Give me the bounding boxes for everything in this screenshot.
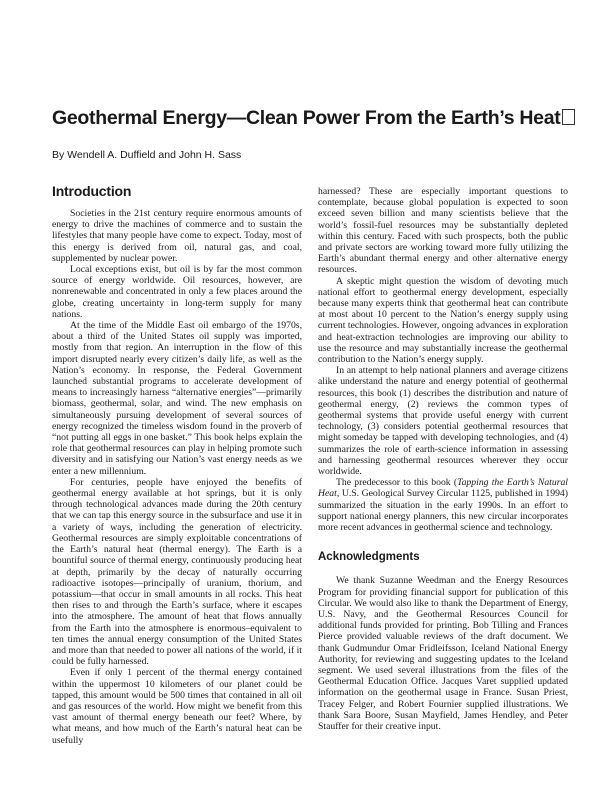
author-line: By Wendell A. Duffield and John H. Sass [52, 149, 242, 161]
intro-paragraph-9 [318, 477, 568, 533]
intro-paragraph-5: Even if only 1 percent of the thermal energy contained within the uppermost 10 kilometers of our planet could be tapped, this amount would be 500 times that contained in all oil and gas resources of the world. How might we benefit from this vast amount of thermal energy beneath our feet? Where, by what means, and how much of the Earth’s natural heat can be usefully [52, 667, 302, 746]
document-title [52, 106, 572, 130]
intro-paragraph-8: In an attempt to help national planners and average citizens alike understand the nature and energy potential of geothermal resources, this book (1) describes the distribution and nature of geothermal energy, (2) reviews the common types of geothermal systems that provide useful energy with current technology, (3) considers potential geothermal resources that might someday be tapped with developing technologies, and (4) summarizes the role of earth-science information in assessing and harnessing geothermal resources wherever they occur worldwide. [318, 365, 568, 478]
book-title-reference: Tapping the Earth’s Natural Heat [318, 477, 568, 500]
p9-text-a: The predecessor to this book ( [336, 477, 458, 489]
left-column [52, 182, 302, 746]
intro-paragraph-7: A skeptic might question the wisdom of devoting much national effort to geothermal energy development, especially because many experts think that geothermal heat can contribute at most about 10 percent to the Nation’s energy supply using current technologies. However, ongoing advances in exploration and heat-extraction technologies are improving our ability to use the resource and may substantially increase the geothermal contribution to the Nation’s energy supply. [318, 275, 568, 366]
intro-paragraph-1: Societies in the 21st century require enormous amounts of energy to drive the machines of commerce and to sustain the lifestyles that many people have come to expect. Today, most of this energy is derived from oil, natural gas, and coal, supplemented by nuclear power. [52, 208, 302, 264]
intro-paragraph-3: At the time of the Middle East oil embargo of the 1970s, about a third of the United States oil supply was imported, mostly from that region. An interruption in the flow of this import disrupted nearly every citizen’s daily life, as well as the Nation’s economy. In response, the Federal Government launched substantial programs to accelerate development of means to increasingly harness “alternative energies”—primarily biomass, geothermal, solar, and wind. The new emphasis on simultaneously pursuing development of several sources of energy recognized the timeless wisdom found in the proverb of “not putting all eggs in one basket.” This book helps explain the role that geothermal resources can play in helping promote such diversity and in satisfying our Nation’s vast energy needs as we enter a new millennium. [52, 320, 302, 477]
introduction-heading: Introduction [52, 183, 132, 199]
p9-text-b: , U.S. Geological Survey Circular 1125, published in 1994) summarized the situation in the early 1990s. In an effort to support national energy planners, this new circular incorporates more recent advances in geothermal science and technology. [318, 488, 568, 534]
missing-glyph-box [562, 109, 575, 125]
intro-paragraph-6: harnessed? These are especially important questions to contemplate, because global population is expected to soon exceed seven billion and many scientists believe that the world’s fossil-fuel resources may be substantially depleted within this century. Faced with such prospects, both the public and private sectors are working toward more fully utilizing the Earth’s abundant thermal energy and other alternative energy resources. [318, 186, 568, 276]
intro-paragraph-4: For centuries, people have enjoyed the benefits of geothermal energy available at hot springs, but it is only through technological advances made during the 20th century that we can tap this energy source in the subsurface and use it in a variety of ways, including the generation of electricity. Geothermal resources are simply exploitable concentrations of the Earth’s natural heat (thermal energy). The Earth is a bountiful source of thermal energy, continuously producing heat at depth, primarily by the decay of naturally occurring radioactive isotopes—principally of uranium, thorium, and potassium—that occur in small amounts in all rocks. This heat then rises to and through the Earth’s surface, where it escapes into the atmosphere. The amount of heat that flows annually from the Earth into the atmosphere is enormous–equivalent to ten times the annual energy consumption of the United States and more than that needed to power all nations of the world, if it could be fully harnessed. [52, 476, 302, 668]
intro-paragraph-2: Local exceptions exist, but oil is by far the most common source of energy worldwide. Oil resources, however, are nonrenewable and concentrated in only a few places around the globe, creating uncertainty in long-term supply for many nations. [52, 264, 302, 320]
right-column [318, 186, 568, 732]
title-text: Geothermal Energy—Clean Power From the Earth’s Heat [52, 107, 561, 129]
acknowledgments-paragraph: We thank Suzanne Weedman and the Energy Resources Program for providing financial support for publication of this Circular. We would also like to thank the Department of Energy, U.S. Navy, and the Geothermal Resources Council for additional funds provided for printing. Bob Tilling and Frances Pierce provided valuable reviews of the draft document. We thank Gudmundur Omar Fridleifsson, Iceland National Energy Authority, for reviewing and suggesting updates to the Iceland segment. We used several illustrations from the files of the Geothermal Education Office. Jacques Varet supplied updated information on the geothermal usage in France. Susan Priest, Tracey Felger, and Robert Fournier supplied illustrations. We thank Sara Boore, Susan Mayfield, James Hendley, and Peter Stauffer for their creative input. [318, 575, 568, 732]
acknowledgments-heading: Acknowledgments [318, 551, 420, 564]
